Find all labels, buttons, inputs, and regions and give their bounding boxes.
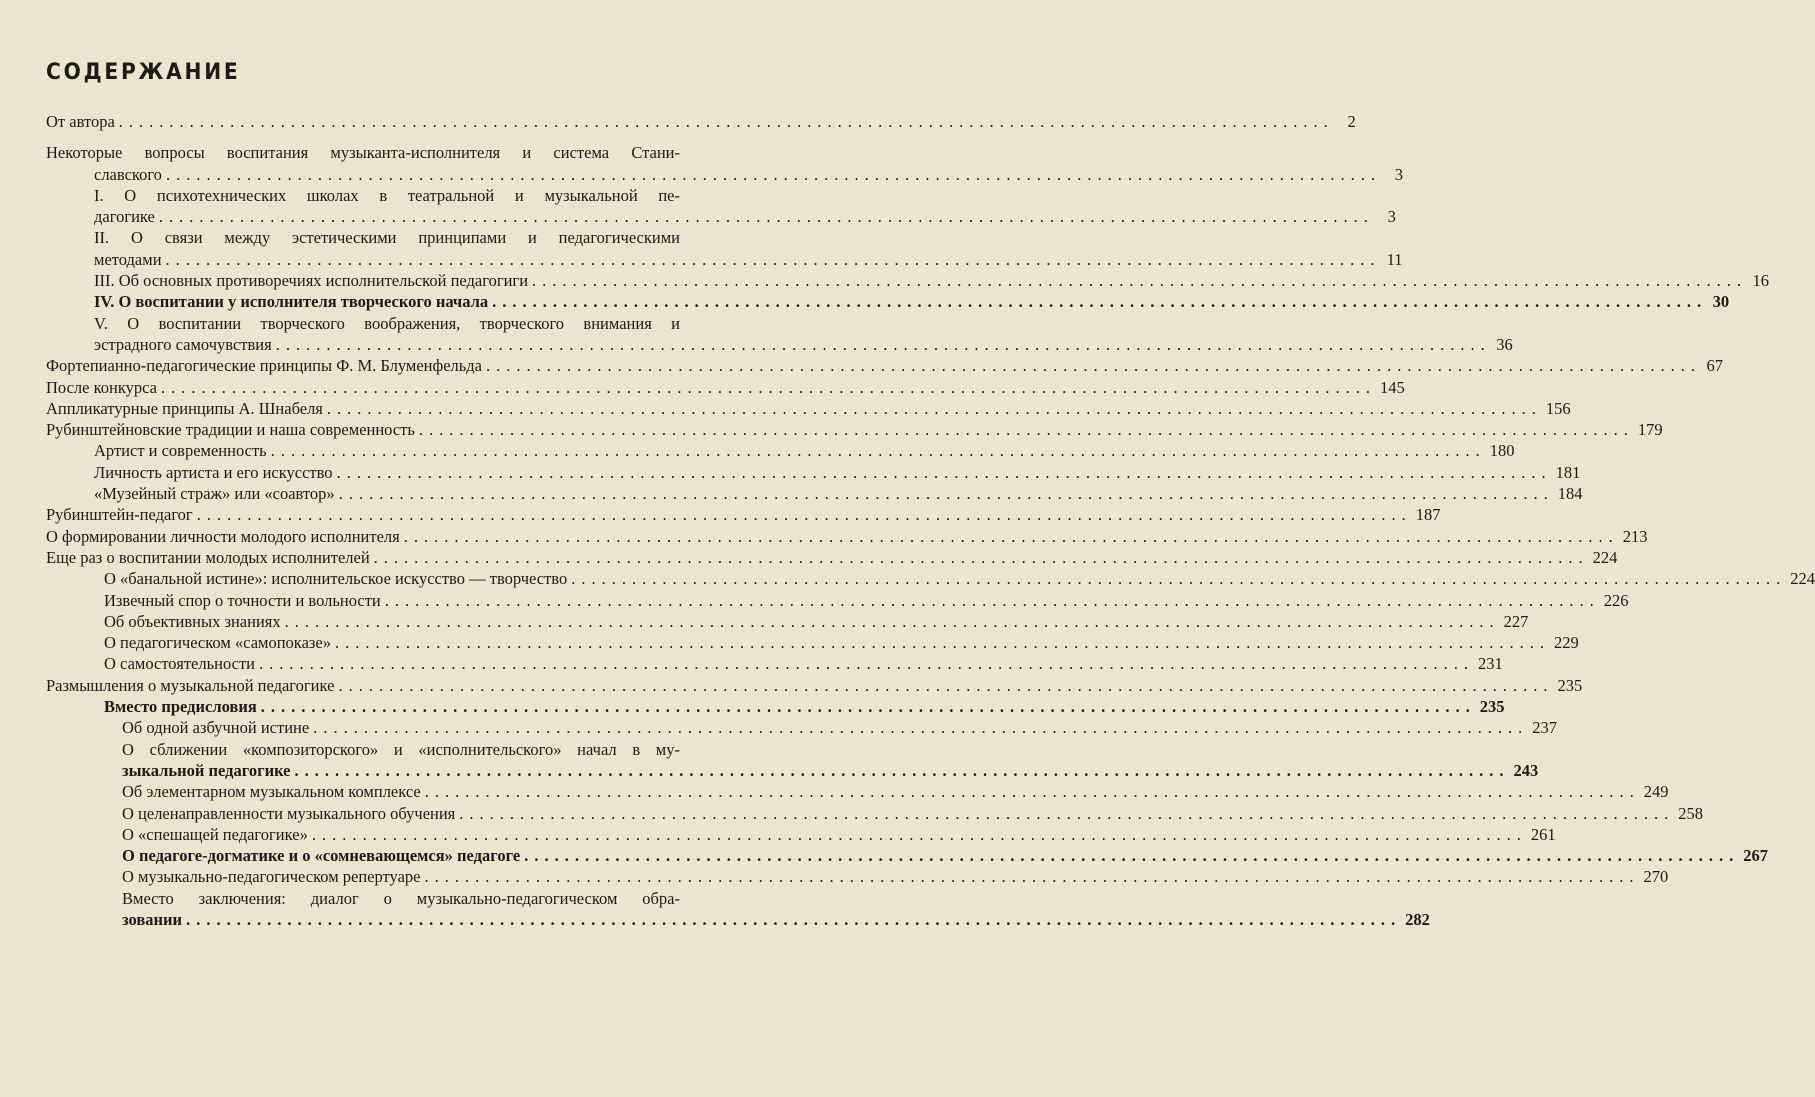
table-of-contents (0, 111, 1815, 930)
toc-entry-title: Рубинштейновские традиции и наша современность (46, 420, 415, 440)
toc-entry-title: I. О психотехнических школах в театральной и музыкальной пе- (94, 185, 680, 205)
toc-entry-line (46, 526, 1648, 547)
toc-page-number: 249 (1643, 782, 1669, 802)
toc-entry-title: О «спешащей педагогике» (122, 824, 308, 844)
toc-entry-title: О педагоге-догматике и о «сомневающемся» педагоге (122, 846, 521, 866)
toc-page-number: 179 (1637, 420, 1663, 440)
toc-entry-line (94, 313, 680, 334)
toc-entry-title: дагогике (94, 207, 155, 227)
toc-entry-line (94, 227, 680, 248)
dot-leader: ........................................................................................................................ (532, 271, 1748, 291)
toc-entry-title: славского (94, 164, 162, 184)
toc-entry-line (122, 717, 1557, 738)
toc-entry-title: О формировании личности молодого исполнителя (46, 526, 400, 546)
dot-leader: ........................................................................................................................ (313, 718, 1529, 738)
dot-leader: ........................................................................................................................ (373, 547, 1589, 567)
toc-page-number: 243 (1513, 760, 1539, 780)
toc-entry-line (122, 866, 1669, 887)
toc-entry-line (46, 111, 1356, 132)
toc-entry-line (46, 419, 1663, 440)
toc-page-number: 235 (1557, 675, 1583, 695)
dot-leader: ........................................................................................................................ (335, 633, 1550, 653)
toc-entry-title: От автора (46, 112, 115, 131)
toc-entry-line (104, 590, 1629, 611)
toc-entry-line (46, 547, 1618, 568)
toc-entry-line (94, 164, 1403, 185)
toc-page-number: 36 (1496, 334, 1513, 354)
toc-entry-line (94, 249, 1403, 270)
toc-page-number: 16 (1752, 271, 1770, 291)
dot-leader: ........................................................................................................................ (165, 249, 1381, 269)
toc-page-number: 224 (1592, 547, 1618, 567)
toc-page-number: 237 (1532, 718, 1557, 738)
toc-entry-title: «Музейный страж» или «соавтор» (94, 484, 335, 504)
dot-leader: ........................................................................................................................ (424, 782, 1640, 802)
dot-leader: ........................................................................................................................ (284, 611, 1500, 631)
toc-entry-line (104, 611, 1529, 632)
toc-page-number: 282 (1405, 909, 1430, 929)
dot-leader: ........................................................................................................................ (258, 654, 1474, 674)
toc-entry-title: О музыкально-педагогическом репертуаре (122, 867, 421, 887)
toc-page-number: 187 (1415, 505, 1441, 525)
toc-page-number: 267 (1743, 846, 1768, 866)
dot-leader: ........................................................................................................................ (424, 867, 1640, 887)
toc-entry-line (104, 632, 1579, 653)
toc-entry-title: Извечный спор о точности и вольности (104, 590, 381, 610)
toc-entry-title: зовании (122, 909, 183, 929)
toc-entry-line (94, 440, 1515, 461)
toc-entry-title: эстрадного самочувствия (94, 334, 272, 354)
toc-page-number: 235 (1479, 697, 1505, 717)
dot-leader: ........................................................................................................................ (418, 420, 1634, 440)
toc-entry-line (46, 377, 1405, 398)
toc-page-number: 224 (1790, 569, 1815, 589)
dot-leader: ........................................................................................................................ (270, 441, 1486, 461)
toc-entry-line (94, 270, 1770, 291)
toc-entry-line (46, 142, 680, 163)
toc-entry-line (122, 781, 1669, 802)
toc-entry-title: II. О связи между эстетическими принципами и педагогическими (94, 228, 680, 248)
toc-entry-title: Фортепианно-педагогические принципы Ф. М. Блуменфельда (46, 356, 483, 376)
dot-leader: ........................................................................................................................ (384, 590, 1600, 610)
toc-page-number: 67 (1706, 356, 1724, 376)
toc-entry-line (122, 888, 680, 909)
toc-entry-title: IV. О воспитании у исполнителя творческого начала (94, 292, 489, 312)
dot-leader: ........................................................................................................................ (158, 207, 1374, 227)
toc-page-number: 11 (1386, 249, 1403, 269)
toc-page-number: 30 (1712, 292, 1730, 312)
toc-entry-title: Вместо предисловия (104, 697, 257, 717)
toc-page-number: 213 (1622, 526, 1648, 546)
dot-leader: ........................................................................................................................ (326, 398, 1542, 418)
dot-leader: ........................................................................................................................ (338, 484, 1554, 504)
toc-entry-line (122, 824, 1556, 845)
toc-page-number: 231 (1477, 654, 1503, 674)
toc-page-number: 145 (1379, 377, 1405, 397)
toc-entry-line (94, 462, 1581, 483)
toc-entry-title: Размышления о музыкальной педагогике (46, 675, 335, 695)
toc-entry-line (122, 739, 680, 760)
toc-entry-line (104, 653, 1503, 674)
toc-page-number: 229 (1554, 633, 1579, 653)
toc-entry-title: V. О воспитании творческого воображения, творческого внимания и (94, 313, 680, 333)
toc-page-number: 3 (1394, 164, 1403, 184)
dot-leader: ........................................................................................................................ (165, 164, 1381, 184)
toc-entry-title: III. Об основных противоречиях исполнительской педагогиги (94, 271, 529, 291)
toc-entry-title: Об объективных знаниях (104, 611, 281, 631)
toc-entry-title: О самостоятельности (104, 654, 255, 674)
toc-entry-title: Об одной азбучной истине (122, 718, 310, 738)
toc-page-number: 180 (1489, 441, 1515, 461)
toc-page-number: 3 (1387, 207, 1396, 227)
toc-page-number: 258 (1678, 803, 1704, 823)
toc-entry-title: Артист и современность (94, 441, 267, 461)
toc-entry-line (104, 568, 1815, 589)
toc-entry-title: После конкурса (46, 377, 157, 397)
toc-page-number: 227 (1503, 611, 1529, 631)
toc-entry-line (122, 909, 1430, 930)
toc-entry-line (94, 291, 1730, 312)
toc-entry-title: Рубинштейн-педагог (46, 505, 193, 525)
dot-leader: ........................................................................................................................ (275, 334, 1491, 354)
toc-entry-title: Вместо заключения: диалог о музыкально-педагогическом обра- (122, 888, 680, 908)
toc-entry-title: Некоторые вопросы воспитания музыканта-исполнителя и система Стани- (46, 143, 680, 163)
toc-entry-line (122, 803, 1704, 824)
toc-entry-line (94, 334, 1513, 355)
toc-entry-line (94, 185, 680, 206)
toc-entry-line (122, 845, 1768, 866)
toc-page-number: 181 (1555, 462, 1581, 482)
toc-entry-title: Об элементарном музыкальном комплексе (122, 782, 421, 802)
dot-leader: ........................................................................................................................ (492, 292, 1708, 312)
toc-page-number: 184 (1557, 484, 1583, 504)
dot-leader: ........................................................................................................................ (338, 675, 1554, 695)
toc-page-number: 2 (1347, 112, 1356, 131)
toc-entry-title: О «банальной истине»: исполнительское искусство — творчество (104, 569, 568, 589)
dot-leader: ........................................................................................................................ (336, 462, 1552, 482)
dot-leader: ........................................................................................................................ (118, 112, 1334, 131)
dot-leader: ........................................................................................................................ (486, 356, 1702, 376)
toc-page-number: 156 (1545, 398, 1571, 418)
toc-entry-title: О сближении «композиторского» и «исполнительского» начал в му- (122, 739, 680, 759)
page-title: СОДЕРЖАНИЕ (46, 60, 241, 85)
dot-leader: ........................................................................................................................ (294, 760, 1510, 780)
dot-leader: ........................................................................................................................ (311, 824, 1527, 844)
dot-leader: ........................................................................................................................ (571, 569, 1787, 589)
dot-leader: ........................................................................................................................ (260, 697, 1476, 717)
toc-entry-title: Аппликатурные принципы А. Шнабеля (46, 398, 323, 418)
toc-entry-line (94, 483, 1583, 504)
dot-leader: ........................................................................................................................ (186, 909, 1402, 929)
toc-entry-line (46, 398, 1571, 419)
dot-leader: ........................................................................................................................ (160, 377, 1376, 397)
toc-entry-line (46, 504, 1441, 525)
toc-entry-line (122, 760, 1539, 781)
toc-entry-title: зыкальной педагогике (122, 760, 291, 780)
toc-page-number: 261 (1530, 824, 1556, 844)
toc-entry-title: Личность артиста и его искусство (94, 462, 333, 482)
toc-page-number: 270 (1643, 867, 1669, 887)
toc-page-number: 226 (1603, 590, 1629, 610)
toc-entry-title: О целенаправленности музыкального обучения (122, 803, 456, 823)
toc-entry-line (46, 355, 1724, 376)
toc-entry-title: Еще раз о воспитании молодых исполнителей (46, 547, 370, 567)
dot-leader: ........................................................................................................................ (403, 526, 1619, 546)
toc-entry-line (104, 696, 1505, 717)
dot-leader: ........................................................................................................................ (524, 846, 1740, 866)
dot-leader: ........................................................................................................................ (459, 803, 1675, 823)
toc-entry-line (94, 206, 1396, 227)
toc-entry-line (46, 675, 1583, 696)
toc-entry-title: методами (94, 249, 162, 269)
toc-entry-title: О педагогическом «самопоказе» (104, 633, 331, 653)
dot-leader: ........................................................................................................................ (196, 505, 1412, 525)
